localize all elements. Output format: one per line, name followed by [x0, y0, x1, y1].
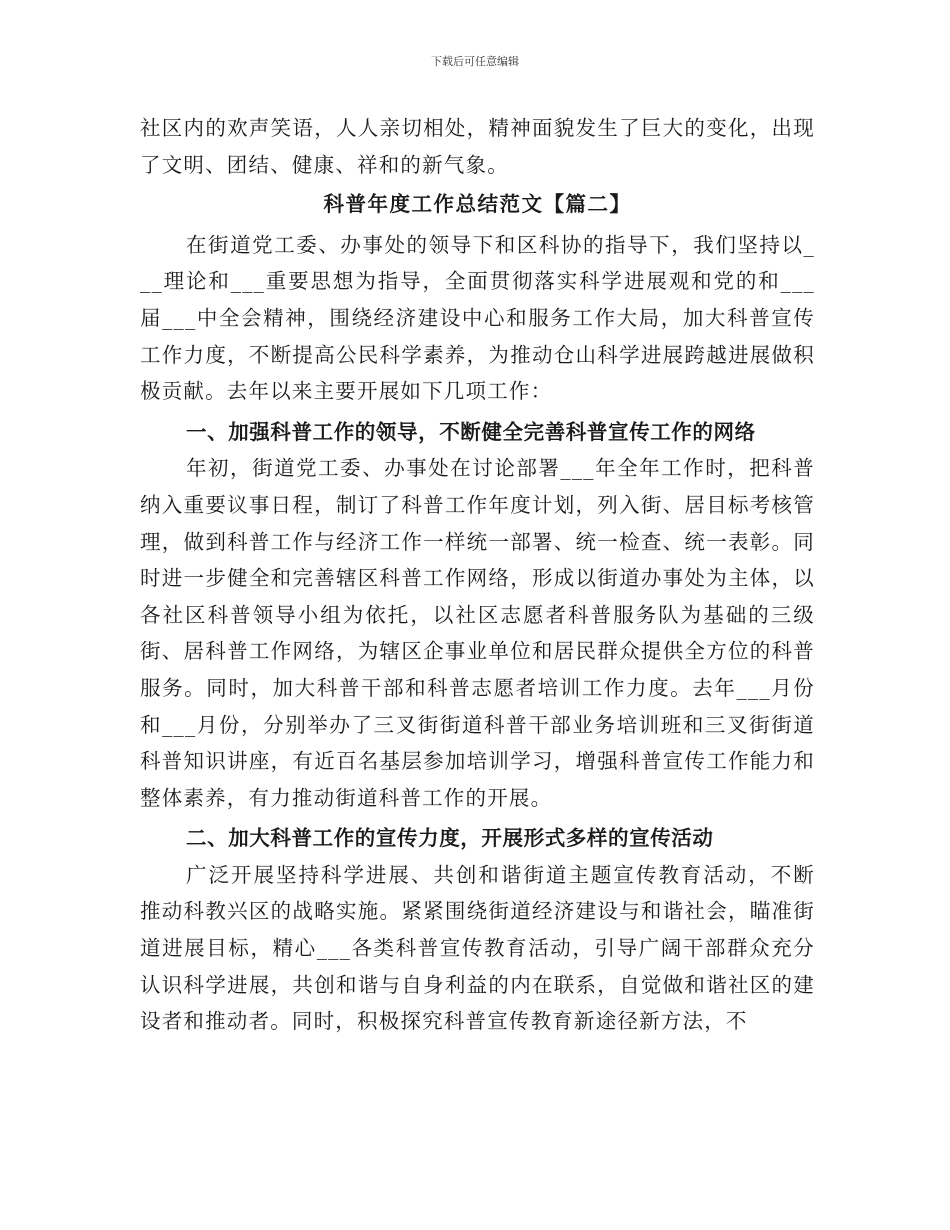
paragraph-section-1: 年初，街道党工委、办事处在讨论部署___年全年工作时，把科普纳入重要议事日程，制订了科普工作年度计划，列入街、居目标考核管理，做到科普工作与经济工作一样统一部署、统一检查、统一表彰。同时进一步健全和完善辖区科普工作网络，形成以街道办事处为主体，以各社区科普领导小组为依托，以社区志愿者科普服务队为基础的三级街、居科普工作网络，为辖区企事业单位和居民群众提供全方位的科普服务。同时，加大科普干部和科普志愿者培训工作力度。去年___月份和___月份，分别举办了三叉街街道科普干部业务培训班和三叉街街道科普知识讲座，有近百名基层参加培训学习，增强科普宣传工作能力和整体素养，有力推动街道科普工作的开展。: [140, 456, 815, 810]
section-heading-2: 二、加大科普工作的宣传力度，开展形式多样的宣传活动: [186, 826, 714, 851]
paragraph-continued: 社区内的欢声笑语，人人亲切相处，精神面貌发生了巨大的变化，出现了文明、团结、健康、祥和的新气象。: [140, 116, 815, 177]
document-body: [140, 110, 815, 1040]
section-heading-1: 一、加强科普工作的领导，不断健全完善科普宣传工作的网络: [186, 419, 756, 444]
paragraph-section-2: 广泛开展坚持科学进展、共创和谐街道主题宣传教育活动，不断推动科教兴区的战略实施。紧紧围绕街道经济建设与和谐社会，瞄准街道进展目标，精心___各类科普宣传教育活动，引导广阔干部群众充分认识科学进展，共创和谐与自身利益的内在联系，自觉做和谐社区的建设者和推动者。同时，积极探究科普宣传教育新途径新方法，不: [140, 862, 815, 1034]
section-title: 科普年度工作总结范文【篇二】: [323, 192, 632, 217]
header-note: 下载后可任意编辑: [431, 55, 519, 68]
paragraph-intro: 在街道党工委、办事处的领导下和区科协的指导下，我们坚持以___理论和___重要思想为指导，全面贯彻落实科学进展观和党的和___届___中全会精神，围绕经济建设中心和服务工作大局，加大科普宣传工作力度，不断提高公民科学素养，为推动仓山科学进展跨越进展做积极贡献。去年以来主要开展如下几项工作：: [140, 232, 815, 404]
